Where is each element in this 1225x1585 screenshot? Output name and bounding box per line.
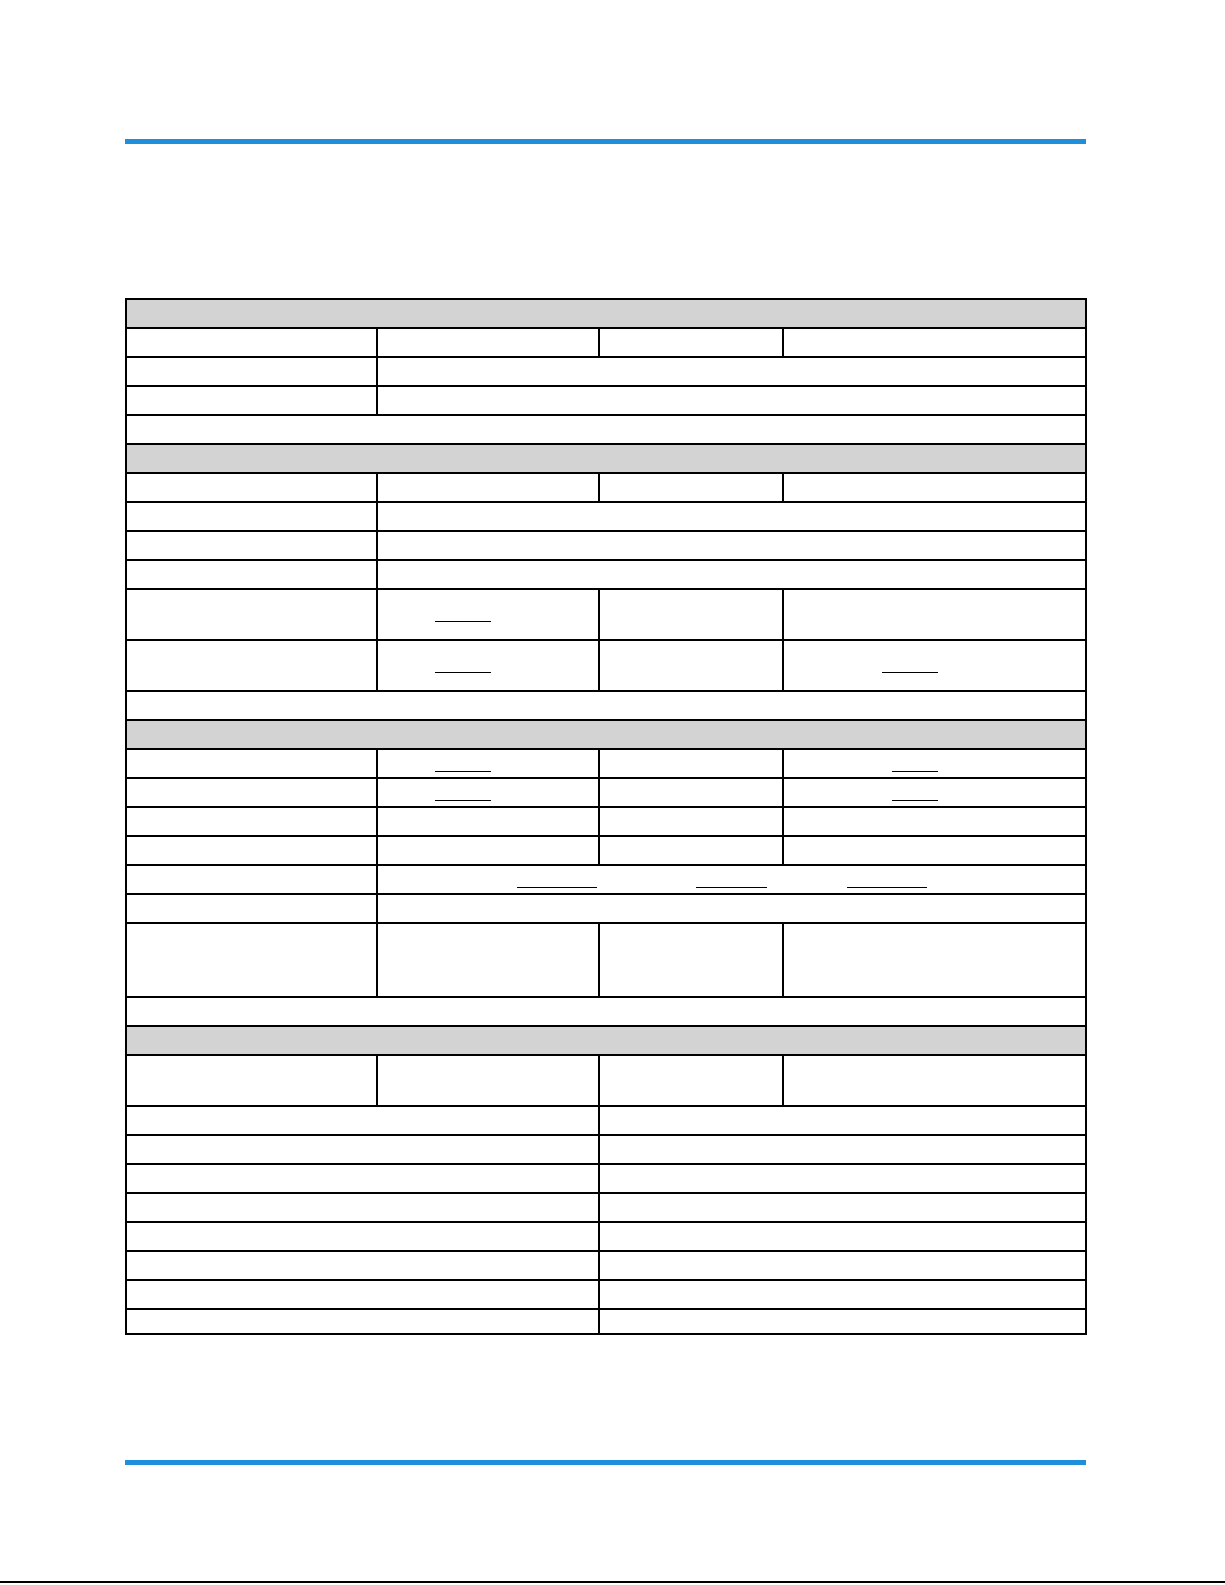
section-1-row-2-label[interactable] bbox=[127, 358, 378, 387]
underline-blank[interactable] bbox=[435, 771, 491, 772]
section-4-row-6-label[interactable] bbox=[127, 1223, 600, 1252]
section-2-row-6-field-c[interactable] bbox=[784, 641, 1087, 692]
section-4-row-8-label[interactable] bbox=[127, 1281, 600, 1310]
underline-blank[interactable] bbox=[435, 621, 491, 622]
section-3-row-6-label[interactable] bbox=[127, 895, 378, 924]
underline-blank[interactable] bbox=[696, 887, 767, 888]
footer-rule bbox=[125, 1460, 1086, 1465]
section-2-header bbox=[127, 445, 1087, 474]
underline-blank[interactable] bbox=[847, 887, 927, 888]
section-4-row-3-label[interactable] bbox=[127, 1136, 600, 1165]
section-4-row-4-field[interactable] bbox=[600, 1165, 1087, 1194]
section-3-row-7-field-b[interactable] bbox=[600, 924, 784, 998]
section-3-row-2-field-b[interactable] bbox=[600, 779, 784, 808]
section-2-row-5-field-c[interactable] bbox=[784, 590, 1087, 641]
section-1-spacer bbox=[127, 416, 1087, 445]
section-4-row-5-label[interactable] bbox=[127, 1194, 600, 1223]
section-3-row-3-field-a[interactable] bbox=[378, 808, 600, 837]
section-3-row-4-field-a[interactable] bbox=[378, 837, 600, 866]
section-2-row-5-label[interactable] bbox=[127, 590, 378, 641]
section-1-row-3-label[interactable] bbox=[127, 387, 378, 416]
section-3-row-7-field-c[interactable] bbox=[784, 924, 1087, 998]
section-3-row-5-label[interactable] bbox=[127, 866, 378, 895]
section-2-row-1-label[interactable] bbox=[127, 474, 378, 503]
section-3-row-1-field-b[interactable] bbox=[600, 750, 784, 779]
section-2-row-5-field-a[interactable] bbox=[378, 590, 600, 641]
section-4-row-1-label[interactable] bbox=[127, 1056, 378, 1107]
section-4-row-6-field[interactable] bbox=[600, 1223, 1087, 1252]
section-2-row-5-field-b[interactable] bbox=[600, 590, 784, 641]
section-1-row-3-field[interactable] bbox=[378, 387, 1087, 416]
section-2-row-1-field-c[interactable] bbox=[784, 474, 1087, 503]
section-4-row-9-field[interactable] bbox=[600, 1310, 1087, 1335]
section-3-row-5-field[interactable] bbox=[378, 866, 1087, 895]
section-3-row-2-label[interactable] bbox=[127, 779, 378, 808]
section-4-row-5-field[interactable] bbox=[600, 1194, 1087, 1223]
blank-form-table bbox=[125, 298, 1087, 1335]
section-1-row-1-label[interactable] bbox=[127, 329, 378, 358]
section-3-row-4-label[interactable] bbox=[127, 837, 378, 866]
section-4-row-9-label[interactable] bbox=[127, 1310, 600, 1335]
section-2-row-3-field[interactable] bbox=[378, 532, 1087, 561]
section-3-row-4-field-b[interactable] bbox=[600, 837, 784, 866]
section-4-row-8-field[interactable] bbox=[600, 1281, 1087, 1310]
section-4-row-3-field[interactable] bbox=[600, 1136, 1087, 1165]
underline-blank[interactable] bbox=[517, 887, 597, 888]
section-3-row-3-label[interactable] bbox=[127, 808, 378, 837]
section-2-row-6-field-b[interactable] bbox=[600, 641, 784, 692]
section-2-row-2-label[interactable] bbox=[127, 503, 378, 532]
section-2-spacer bbox=[127, 692, 1087, 721]
section-3-row-7-label[interactable] bbox=[127, 924, 378, 998]
section-2-row-3-label[interactable] bbox=[127, 532, 378, 561]
underline-blank[interactable] bbox=[435, 672, 491, 673]
underline-blank[interactable] bbox=[882, 672, 938, 673]
section-3-header bbox=[127, 721, 1087, 750]
section-4-header bbox=[127, 1027, 1087, 1056]
section-3-row-4-field-c[interactable] bbox=[784, 837, 1087, 866]
section-3-row-1-field-c[interactable] bbox=[784, 750, 1087, 779]
section-4-row-7-label[interactable] bbox=[127, 1252, 600, 1281]
header-rule bbox=[125, 139, 1086, 144]
section-2-row-6-label[interactable] bbox=[127, 641, 378, 692]
section-2-row-1-field-a[interactable] bbox=[378, 474, 600, 503]
section-3-row-1-label[interactable] bbox=[127, 750, 378, 779]
section-4-row-2-label[interactable] bbox=[127, 1107, 600, 1136]
section-4-row-1-field-b[interactable] bbox=[600, 1056, 784, 1107]
section-3-row-3-field-b[interactable] bbox=[600, 808, 784, 837]
section-4-row-7-field[interactable] bbox=[600, 1252, 1087, 1281]
underline-blank[interactable] bbox=[435, 800, 491, 801]
section-3-row-3-field-c[interactable] bbox=[784, 808, 1087, 837]
underline-blank[interactable] bbox=[892, 771, 938, 772]
section-2-row-1-field-b[interactable] bbox=[600, 474, 784, 503]
section-1-row-1-field-c[interactable] bbox=[784, 329, 1087, 358]
section-1-row-1-field-a[interactable] bbox=[378, 329, 600, 358]
section-3-row-1-field-a[interactable] bbox=[378, 750, 600, 779]
section-3-row-7-field-a[interactable] bbox=[378, 924, 600, 998]
section-3-spacer bbox=[127, 998, 1087, 1027]
page-bottom-edge bbox=[0, 1581, 1225, 1583]
section-1-row-1-field-b[interactable] bbox=[600, 329, 784, 358]
section-3-row-2-field-c[interactable] bbox=[784, 779, 1087, 808]
section-4-row-4-label[interactable] bbox=[127, 1165, 600, 1194]
section-2-row-4-field[interactable] bbox=[378, 561, 1087, 590]
section-2-row-6-field-a[interactable] bbox=[378, 641, 600, 692]
section-4-row-1-field-a[interactable] bbox=[378, 1056, 600, 1107]
section-3-row-6-field[interactable] bbox=[378, 895, 1087, 924]
section-1-row-2-field[interactable] bbox=[378, 358, 1087, 387]
section-3-row-2-field-a[interactable] bbox=[378, 779, 600, 808]
section-2-row-4-label[interactable] bbox=[127, 561, 378, 590]
section-4-row-2-field[interactable] bbox=[600, 1107, 1087, 1136]
section-4-row-1-field-c[interactable] bbox=[784, 1056, 1087, 1107]
underline-blank[interactable] bbox=[892, 800, 938, 801]
section-2-row-2-field[interactable] bbox=[378, 503, 1087, 532]
section-1-header bbox=[127, 300, 1087, 329]
